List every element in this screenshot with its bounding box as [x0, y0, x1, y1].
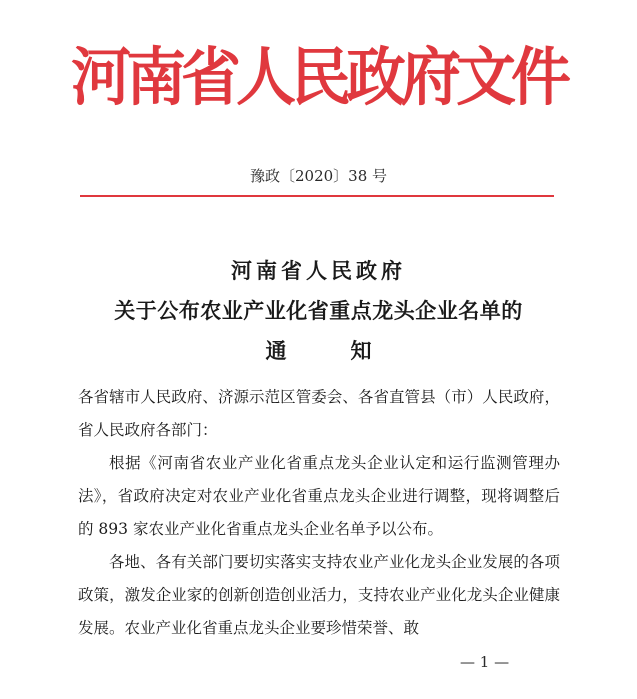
body-paragraph-2 [78, 546, 560, 645]
addressee-text: 各省辖市人民政府、济源示范区管委会、各省直管县（市）人民政府，省人民政府各部门： [78, 388, 560, 439]
red-divider-line [80, 195, 554, 197]
paragraph-2-text: 各地、各有关部门要切实落实支持农业产业化龙头企业发展的各项政策，激发企业家的创新创造创业活力，支持农业产业化龙头企业健康发展。农业产业化省重点龙头企业要珍惜荣誉、敢 [78, 553, 560, 637]
title-line-1: 河南省人民政府 [231, 259, 406, 283]
addressee-block [78, 381, 560, 447]
paragraph-1-text: 根据《河南省农业产业化省重点龙头企业认定和运行监测管理办法》，省政府决定对农业产业化省重点龙头企业进行调整，现将调整后的 893 家农业产业化省重点龙头企业名单予以公布。 [78, 454, 560, 538]
document-masthead: 河南省人民政府文件 [71, 41, 566, 115]
page-number: — 1 — [460, 653, 510, 671]
title-line-3-char-2: 知 [350, 339, 372, 363]
title-line-3 [0, 336, 637, 366]
document-number: 豫政〔2020〕38 号 [249, 167, 388, 185]
title-line-2: 关于公布农业产业化省重点龙头企业名单的 [114, 299, 523, 323]
body-paragraph-1 [78, 447, 560, 546]
title-line-3-char-1: 通 [265, 339, 287, 363]
